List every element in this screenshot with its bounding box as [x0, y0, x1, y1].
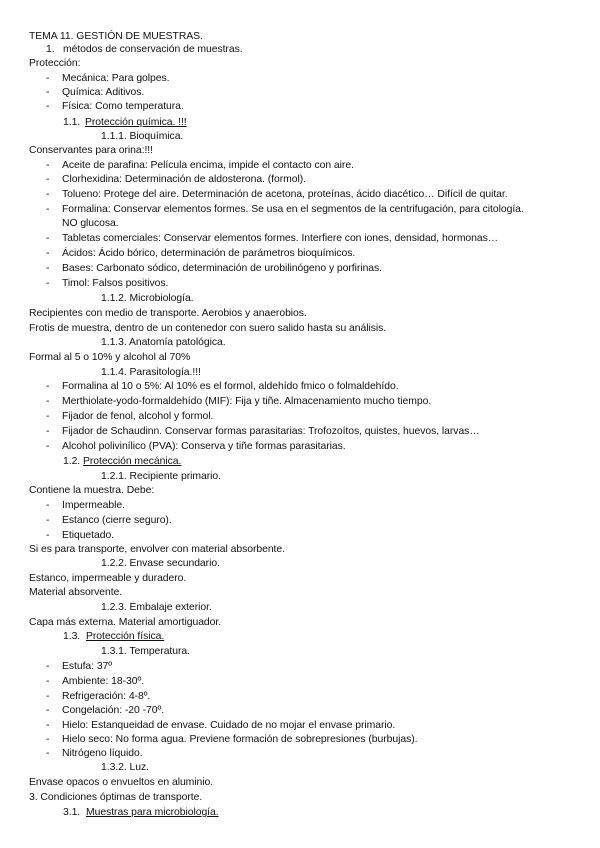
heading-1-3-2: 1.3.2. Luz.	[101, 762, 149, 773]
bullet-dash: -	[46, 500, 50, 511]
heading-1-2-number: 1.2.	[63, 456, 81, 467]
heading-3-1-number: 3.1.	[63, 807, 81, 818]
list-item: Formalina: Conservar elementos formes. Se usa en el segmentos de la centrifugación, para citología.	[62, 204, 524, 215]
bullet-dash: -	[46, 515, 50, 526]
list-item: Estufa: 37º	[62, 661, 113, 672]
bullet-dash: -	[46, 174, 50, 185]
bullet-dash: -	[46, 691, 50, 702]
bullet-dash: -	[46, 101, 50, 112]
bullet-dash: -	[46, 87, 50, 98]
list-item: Etiquetado.	[62, 530, 115, 541]
paragraph: Envase opacos o envueltos en aluminio.	[29, 777, 214, 788]
list-item: Nitrógeno líquido.	[62, 748, 143, 759]
bullet-dash: -	[46, 263, 50, 274]
list-item: Química: Aditivos.	[62, 87, 145, 98]
bullet-dash: -	[46, 661, 50, 672]
heading-3-1: Muestras para microbiología.	[86, 807, 219, 818]
heading-1-2-3: 1.2.3. Embalaje exterior.	[101, 602, 212, 613]
heading-1-1-1: 1.1.1. Bioquímica.	[101, 131, 184, 142]
list-item: Hielo seco: No forma agua. Previene formación de sobrepresiones (burbujas).	[62, 734, 418, 745]
paragraph: Recipientes con medio de transporte. Aerobios y anaerobios.	[29, 308, 307, 319]
document-title: TEMA 11. GESTIÓN DE MUESTRAS.	[29, 31, 203, 42]
heading-1-3-number: 1.3.	[63, 631, 81, 642]
bullet-dash: -	[46, 705, 50, 716]
bullet-dash: -	[46, 411, 50, 422]
heading-1-2: Protección mecánica.	[83, 456, 182, 467]
bullet-dash: -	[46, 676, 50, 687]
list-item: Tabletas comerciales: Conservar elementos formes. Interfiere con iones, densidad, hormonas…	[62, 233, 499, 244]
list-item: Estanco (cierre seguro).	[62, 515, 172, 526]
list-item: Bases: Carbonato sódico, determinación de urobilinógeno y porfirinas.	[62, 263, 383, 274]
bullet-dash: -	[46, 441, 50, 452]
heading-1-1: Protección química. !!!	[85, 117, 187, 128]
paragraph: Contiene la muestra. Debe:	[29, 485, 155, 496]
heading-1-1-2: 1.1.2. Microbiología.	[101, 293, 194, 304]
section-1-title: métodos de conservación de muestras.	[63, 44, 243, 55]
list-item: Alcohol polivinílico (PVA): Conserva y tiñe formas parasitarias.	[62, 441, 346, 452]
list-item: Tolueno: Protege del aire. Determinación de acetona, proteínas, ácido diacético… Difícil de quitar.	[62, 189, 508, 200]
bullet-dash: -	[46, 396, 50, 407]
paragraph: Frotis de muestra, dentro de un contenedor con suero salido hasta su análisis.	[29, 323, 387, 334]
bullet-dash: -	[46, 748, 50, 759]
list-item: Mecánica: Para golpes.	[62, 73, 170, 84]
proteccion-label: Protección:	[29, 58, 81, 69]
list-item: Fijador de Schaudinn. Conservar formas parasitarias: Trofozoítos, quistes, huevos, larvas…	[62, 426, 480, 437]
list-item: Ambiente: 18-30º.	[62, 676, 145, 687]
list-item: Refrigeración: 4-8º.	[62, 691, 151, 702]
list-item: Timol: Falsos positivos.	[62, 278, 169, 289]
list-item: Merthiolate-yodo-formaldehído (MIF): Fija y tiñe. Almacenamiento mucho tiempo.	[62, 396, 432, 407]
bullet-dash: -	[46, 381, 50, 392]
bullet-dash: -	[46, 248, 50, 259]
list-item: Hielo: Estanqueidad de envase. Cuidado de no mojar el envase primario.	[62, 720, 396, 731]
list-item: Formalina al 10 o 5%: Al 10% es el formol, aldehído fmico o folmaldehído.	[62, 381, 399, 392]
heading-1-3: Protección física.	[86, 631, 165, 642]
list-item: Impermeable.	[62, 500, 125, 511]
list-item: Congelación: -20 -70º.	[62, 705, 165, 716]
bullet-dash: -	[46, 73, 50, 84]
heading-1-1-3: 1.1.3. Anatomía patológica.	[101, 337, 226, 348]
heading-1-1-number: 1.1.	[63, 117, 81, 128]
bullet-dash: -	[46, 204, 50, 215]
bullet-dash: -	[46, 278, 50, 289]
bullet-dash: -	[46, 720, 50, 731]
list-item: Clorhexidina: Determinación de aldosterona. (formol).	[62, 174, 306, 185]
paragraph: Formal al 5 o 10% y alcohol al 70%	[29, 352, 191, 363]
paragraph: Capa más externa. Material amortiguador.	[29, 617, 222, 628]
heading-1-1-4: 1.1.4. Parasitología.!!!	[101, 367, 201, 378]
heading-1-2-1: 1.2.1. Recipiente primario.	[101, 471, 221, 482]
bullet-dash: -	[46, 734, 50, 745]
paragraph: Estanco, impermeable y duradero.	[29, 573, 187, 584]
section-3-title: 3. Condiciones óptimas de transporte.	[29, 792, 203, 803]
section-1-number: 1.	[46, 44, 55, 55]
list-item-continuation: NO glucosa.	[62, 218, 119, 229]
bullet-dash: -	[46, 189, 50, 200]
heading-1-3-1: 1.3.1. Temperatura.	[101, 646, 190, 657]
paragraph: Material absorvente.	[29, 587, 123, 598]
bullet-dash: -	[46, 426, 50, 437]
bullet-dash: -	[46, 160, 50, 171]
list-item: Fijador de fenol, alcohol y formol.	[62, 411, 214, 422]
bullet-dash: -	[46, 530, 50, 541]
list-item: Aceite de parafina: Película encima, impide el contacto con aire.	[62, 160, 354, 171]
conservantes-label: Conservantes para orina:!!!	[29, 145, 153, 156]
paragraph: Si es para transporte, envolver con material absorbente.	[29, 544, 285, 555]
list-item: Física: Como temperatura.	[62, 101, 184, 112]
list-item: Ácidos: Ácido bórico, determinación de parámetros bioquímicos.	[62, 248, 356, 259]
bullet-dash: -	[46, 233, 50, 244]
heading-1-2-2: 1.2.2. Envase secundario.	[101, 558, 220, 569]
